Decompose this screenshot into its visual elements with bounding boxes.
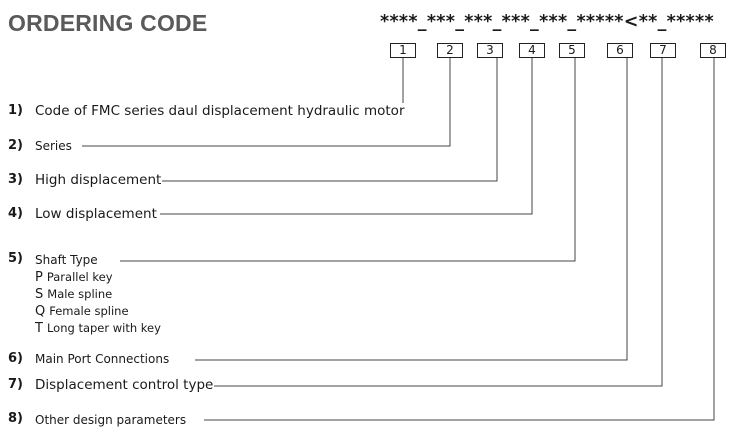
item-label-6: Main Port Connections [35,352,170,366]
shaft-option-s [35,287,112,302]
shaft-option-text: Female spline [49,304,129,318]
code-box-2: 2 [437,43,463,58]
shaft-option-q [35,304,129,319]
shaft-option-p [35,270,113,285]
item-label-2: Series [35,139,72,153]
item-number-5: 5) [8,251,23,266]
shaft-option-key: Q [35,304,46,319]
item-number-3: 3) [8,172,23,187]
code-box-8: 8 [700,43,726,58]
item-label-1: Code of FMC series daul displacement hydraulic motor [35,103,405,119]
page-title: ORDERING CODE [8,10,208,36]
item-label-7: Displacement control type [35,377,214,393]
item-number-1: 1) [8,103,23,118]
connector-2 [82,58,450,146]
item-number-2: 2) [8,138,23,153]
code-box-1: 1 [390,43,416,58]
shaft-option-key: S [35,287,44,302]
item-label-8: Other design parameters [35,413,187,427]
code-box-7: 7 [650,43,676,58]
item-label-3: High displacement [35,172,162,188]
connector-4 [160,58,532,214]
code-box-6: 6 [607,43,633,58]
code-box-3: 3 [477,43,503,58]
shaft-option-key: P [35,270,43,285]
code-box-5: 5 [559,43,585,58]
item-number-7: 7) [8,377,23,392]
shaft-option-text: Long taper with key [46,321,161,335]
ordering-code-pattern: ****_***_***_***_***_*****<**_***** [380,12,714,32]
item-label-4: Low displacement [35,206,157,222]
shaft-option-key: T [35,321,43,336]
connector-3 [158,58,497,181]
shaft-option-text: Male spline [47,287,113,301]
item-number-8: 8) [8,411,23,426]
connector-5 [120,58,575,261]
item-number-6: 6) [8,351,23,366]
shaft-option-t [35,321,161,336]
item-number-4: 4) [8,206,23,221]
shaft-option-text: Parallel key [46,270,113,284]
code-box-4: 4 [519,43,545,58]
item-label-5: Shaft Type [35,253,98,267]
